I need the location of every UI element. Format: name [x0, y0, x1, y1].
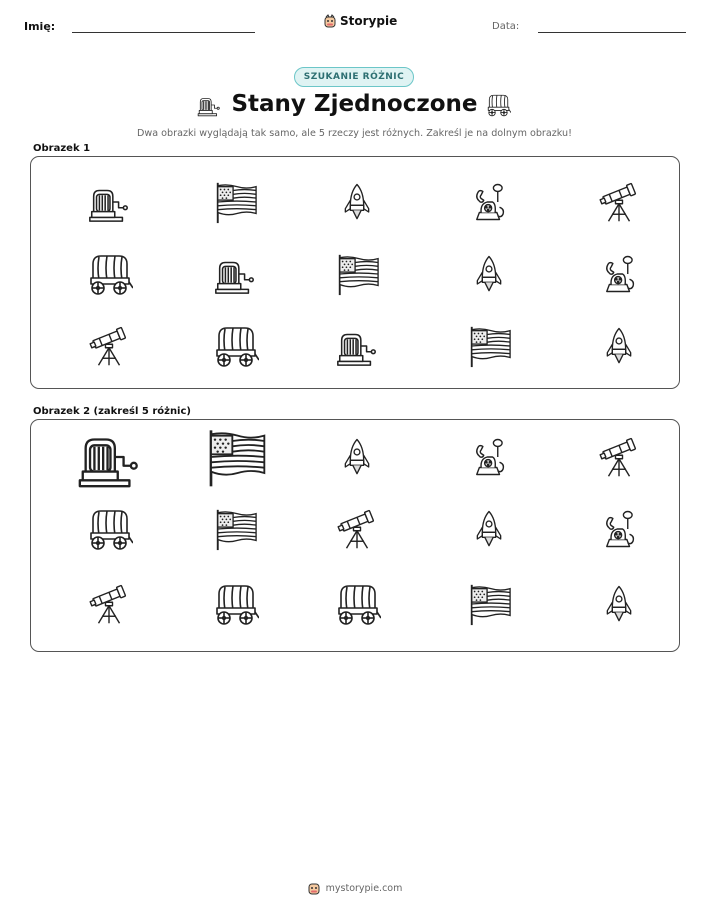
flag-icon [466, 581, 512, 627]
wagon-icon [211, 580, 259, 628]
picture-1-cell-r1c1 [81, 176, 137, 228]
telephone-icon [468, 436, 510, 478]
picture-2-cell-r1c5[interactable] [593, 433, 645, 481]
picture-1-cell-r3c3 [329, 320, 385, 372]
picture-1-cell-r3c2 [206, 319, 264, 373]
winch-icon [74, 422, 144, 492]
picture-2-cell-r2c1[interactable] [80, 502, 138, 556]
picture-2-cell-r1c4[interactable] [463, 433, 515, 481]
picture-2-cell-r1c1[interactable] [69, 419, 149, 495]
picture-1-cell-r1c5 [593, 178, 645, 226]
footer [0, 881, 709, 895]
wagon-icon [333, 580, 381, 628]
telephone-icon [598, 253, 640, 295]
wagon-icon [85, 250, 133, 298]
rocket-icon [469, 254, 509, 294]
wagon-icon [85, 505, 133, 553]
date-label: Data: [492, 21, 520, 32]
picture-2-panel[interactable] [30, 419, 680, 652]
picture-2-cell-r1c2[interactable] [198, 422, 272, 492]
picture-2-cell-r1c3[interactable] [332, 434, 382, 480]
date-line[interactable] [538, 32, 686, 33]
rocket-icon [337, 182, 377, 222]
picture-2-cell-r2c2[interactable] [207, 503, 263, 555]
mascot-icon [307, 881, 321, 895]
telescope-icon [336, 508, 378, 550]
telescope-icon [88, 325, 130, 367]
picture-1-cell-r2c4 [464, 251, 514, 297]
flag-icon [334, 251, 380, 297]
picture-1-cell-r1c2 [207, 176, 263, 228]
brand-logo [323, 14, 397, 28]
telescope-icon [598, 436, 640, 478]
rocket-icon [469, 509, 509, 549]
picture-2-cell-r3c3[interactable] [328, 577, 386, 631]
panel1-label: Obrazek 1 [33, 143, 91, 154]
flag-icon [212, 506, 258, 552]
winch-icon [334, 323, 380, 369]
picture-2-cell-r3c4[interactable] [461, 578, 517, 630]
picture-2-cell-r2c5[interactable] [593, 505, 645, 553]
picture-2-cell-r3c5[interactable] [594, 581, 644, 627]
name-line[interactable] [72, 32, 255, 33]
rocket-icon [337, 437, 377, 477]
activity-badge: SZUKANIE RÓŻNIC [294, 67, 414, 87]
picture-1-cell-r1c4 [463, 178, 515, 226]
picture-2-cell-r3c1[interactable] [83, 580, 135, 628]
flag-icon [466, 323, 512, 369]
winch-icon [212, 251, 258, 297]
picture-1-cell-r2c1 [80, 247, 138, 301]
telescope-icon [88, 583, 130, 625]
rocket-icon [599, 326, 639, 366]
rocket-icon [599, 584, 639, 624]
flag-icon [203, 425, 267, 489]
picture-2-cell-r3c2[interactable] [206, 577, 264, 631]
wagon-icon [484, 92, 512, 118]
telephone-icon [598, 508, 640, 550]
picture-2-cell-r2c4[interactable] [464, 506, 514, 552]
name-label: Imię: [24, 20, 56, 33]
mascot-icon [323, 14, 337, 28]
picture-1-cell-r3c4 [461, 320, 517, 372]
picture-1-panel [30, 156, 680, 389]
telescope-icon [598, 181, 640, 223]
picture-1-cell-r3c1 [83, 322, 135, 370]
picture-1-cell-r1c3 [332, 179, 382, 225]
brand-name: Storypie [340, 14, 398, 28]
picture-2-cell-r2c3[interactable] [331, 505, 383, 553]
picture-1-cell-r3c5 [594, 323, 644, 369]
footer-url[interactable]: mystorypie.com [325, 882, 403, 894]
instructions: Dwa obrazki wyglądają tak samo, ale 5 rzeczy jest różnych. Zakreśl je na dolnym obrazku! [137, 128, 572, 139]
picture-1-cell-r2c5 [593, 250, 645, 298]
telephone-icon [468, 181, 510, 223]
flag-icon [212, 179, 258, 225]
page-title: Stany Zjednoczone [231, 91, 478, 117]
panel2-label: Obrazek 2 (zakreśl 5 różnic) [33, 406, 191, 417]
picture-1-cell-r2c3 [329, 248, 385, 300]
wagon-icon [211, 322, 259, 370]
picture-1-cell-r2c2 [207, 248, 263, 300]
winch-icon [86, 179, 132, 225]
